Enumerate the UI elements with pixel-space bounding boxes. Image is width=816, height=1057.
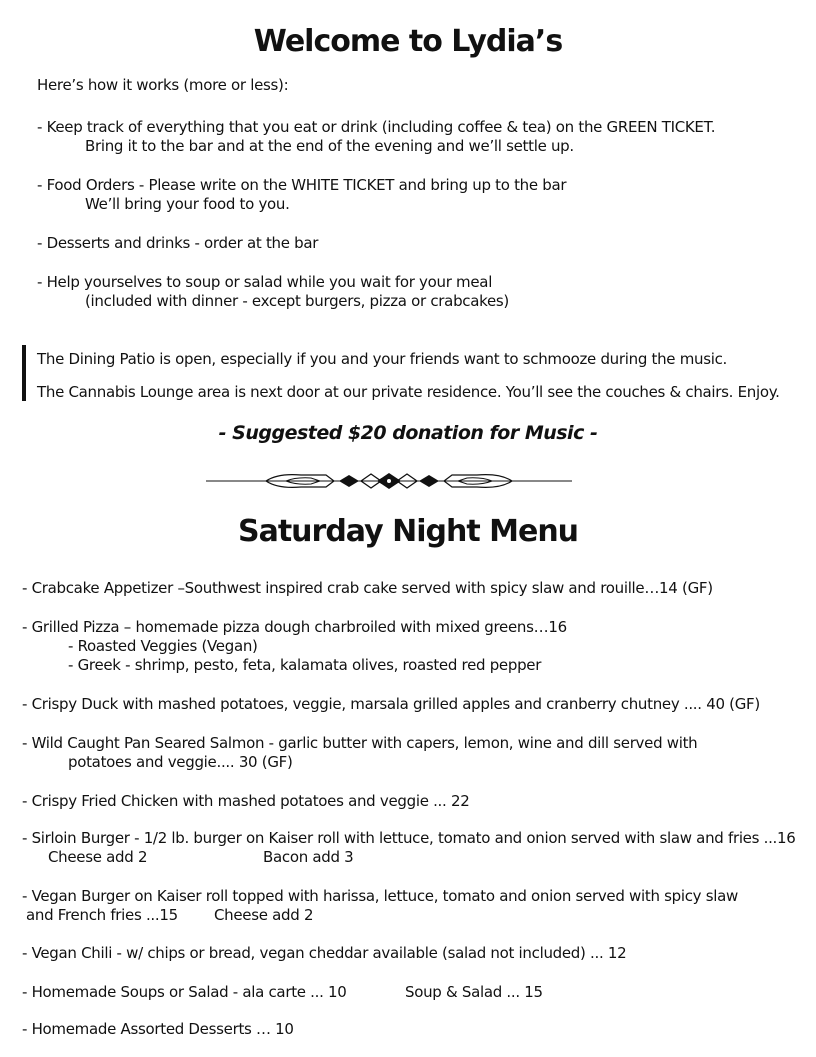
menu-item-sirloin-burger: - Sirloin Burger - 1/2 lb. burger on Kaiser roll with lettuce, tomato and onion served with slaw and fries ...16	[22, 829, 796, 847]
step-food-orders: - Food Orders - Please write on the WHITE TICKET and bring up to the bar	[37, 176, 567, 194]
menu-item-pizza-option: - Roasted Veggies (Vegan)	[68, 637, 258, 655]
menu-item-sirloin-addon-bacon: Bacon add 3	[263, 848, 354, 866]
ornament-divider	[206, 470, 572, 492]
menu-item-chicken: - Crispy Fried Chicken with mashed potatoes and veggie ... 22	[22, 792, 470, 810]
step-green-ticket: - Keep track of everything that you eat or drink (including coffee & tea) on the GREEN TICKET.	[37, 118, 716, 136]
menu-item-desserts: - Homemade Assorted Desserts … 10	[22, 1020, 294, 1038]
menu-title: Saturday Night Menu	[237, 514, 579, 549]
intro-text: Here’s how it works (more or less):	[37, 76, 289, 94]
menu-item-vegan-burger-detail: and French fries ...15	[26, 906, 178, 924]
patio-note: The Dining Patio is open, especially if you and your friends want to schmooze during the music.	[37, 350, 728, 368]
welcome-title: Welcome to Lydia’s	[253, 24, 563, 59]
menu-item-vegan-burger: - Vegan Burger on Kaiser roll topped with harissa, lettuce, tomato and onion served with spicy slaw	[22, 887, 738, 905]
menu-item-duck: - Crispy Duck with mashed potatoes, veggie, marsala grilled apples and cranberry chutney .... 40 (GF)	[22, 695, 760, 713]
lounge-note: The Cannabis Lounge area is next door at our private residence. You’ll see the couches & chairs. Enjoy.	[37, 383, 780, 401]
menu-item-salmon-detail: potatoes and veggie.... 30 (GF)	[68, 753, 293, 771]
menu-item-pizza: - Grilled Pizza – homemade pizza dough charbroiled with mixed greens…16	[22, 618, 567, 636]
menu-item-vegan-chili: - Vegan Chili - w/ chips or bread, vegan cheddar available (salad not included) ... 12	[22, 944, 627, 962]
donation-text: - Suggested $20 donation for Music -	[218, 422, 598, 444]
menu-item-sirloin-addon-cheese: Cheese add 2	[48, 848, 148, 866]
menu-item-salmon: - Wild Caught Pan Seared Salmon - garlic butter with capers, lemon, wine and dill served with	[22, 734, 698, 752]
step-soup-salad-detail: (included with dinner - except burgers, pizza or crabcakes)	[85, 292, 509, 310]
notes-bar	[22, 345, 26, 401]
menu-item-crabcake: - Crabcake Appetizer –Southwest inspired crab cake served with spicy slaw and rouille…14 (GF)	[22, 579, 713, 597]
menu-item-vegan-burger-addon: Cheese add 2	[214, 906, 314, 924]
menu-item-soup-salad-combo: Soup & Salad ... 15	[405, 983, 543, 1001]
step-green-ticket-detail: Bring it to the bar and at the end of the evening and we’ll settle up.	[85, 137, 574, 155]
step-soup-salad: - Help yourselves to soup or salad while you wait for your meal	[37, 273, 493, 291]
step-food-orders-detail: We’ll bring your food to you.	[85, 195, 290, 213]
menu-item-pizza-option: - Greek - shrimp, pesto, feta, kalamata olives, roasted red pepper	[68, 656, 542, 674]
step-desserts: - Desserts and drinks - order at the bar	[37, 234, 319, 252]
menu-item-soups: - Homemade Soups or Salad - ala carte ... 10	[22, 983, 347, 1001]
